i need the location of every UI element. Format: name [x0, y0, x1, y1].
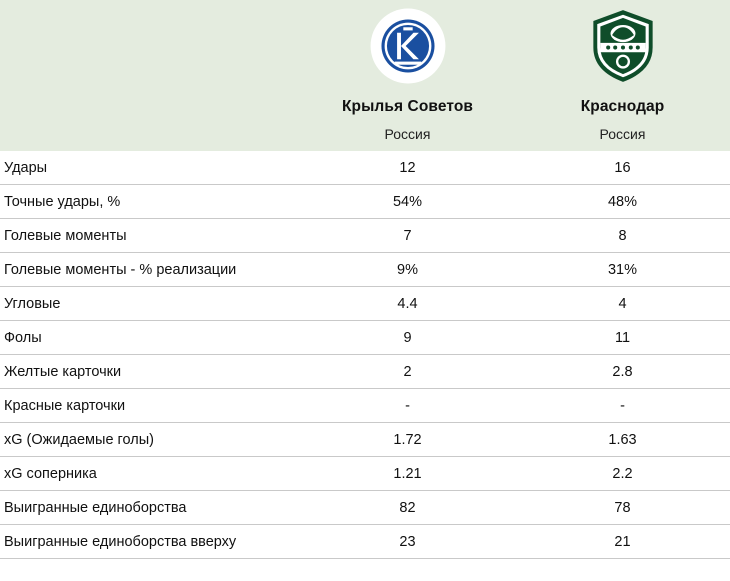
row-value-away: 1.63 [515, 423, 730, 457]
row-value-away: - [515, 389, 730, 423]
row-metric-label: Точные удары, % [0, 185, 300, 219]
row-metric-label: Удары [0, 151, 300, 185]
row-metric-label: Голевые моменты [0, 219, 300, 253]
row-metric-label: xG (Ожидаемые голы) [0, 423, 300, 457]
row-value-away: 4 [515, 287, 730, 321]
row-value-away: 2.8 [515, 355, 730, 389]
row-value-away: 21 [515, 525, 730, 559]
row-value-home: 9% [300, 253, 515, 287]
row-value-away: 48% [515, 185, 730, 219]
row-metric-label: Фолы [0, 321, 300, 355]
table-row [0, 355, 730, 389]
team-country-away: Россия [599, 126, 646, 142]
row-value-home: 1.21 [300, 457, 515, 491]
row-metric-label: Угловые [0, 287, 300, 321]
row-metric-label: xG соперника [0, 457, 300, 491]
team-country-home: Россия [384, 126, 431, 142]
table-row [0, 423, 730, 457]
row-value-home: 9 [300, 321, 515, 355]
table-header-row [0, 0, 730, 151]
krylia-sovetov-crest-icon [369, 7, 447, 85]
team-name-home: Крылья Советов [341, 98, 474, 115]
row-value-home: 4.4 [300, 287, 515, 321]
krasnodar-crest-icon [584, 7, 662, 85]
row-value-home: 2 [300, 355, 515, 389]
row-metric-label: Выигранные единоборства [0, 491, 300, 525]
row-value-home: 12 [300, 151, 515, 185]
crest-away-wrapper [515, 0, 730, 92]
row-metric-label: Голевые моменты - % реализации [0, 253, 300, 287]
row-metric-label: Красные карточки [0, 389, 300, 423]
row-value-home: 82 [300, 491, 515, 525]
row-value-away: 2.2 [515, 457, 730, 491]
table-row [0, 321, 730, 355]
table-row [0, 253, 730, 287]
row-metric-label: Желтые карточки [0, 355, 300, 389]
row-value-home: 23 [300, 525, 515, 559]
row-value-away: 8 [515, 219, 730, 253]
table-row [0, 287, 730, 321]
team-name-away: Краснодар [580, 98, 665, 115]
table-row [0, 151, 730, 185]
header-team-away [515, 0, 730, 151]
table-row [0, 219, 730, 253]
row-value-home: - [300, 389, 515, 423]
row-value-away: 31% [515, 253, 730, 287]
row-value-home: 7 [300, 219, 515, 253]
header-team-home [300, 0, 515, 151]
row-value-away: 78 [515, 491, 730, 525]
row-metric-label: Выигранные единоборства вверху [0, 525, 300, 559]
row-value-away: 11 [515, 321, 730, 355]
crest-home-wrapper [300, 0, 515, 92]
table-row [0, 185, 730, 219]
header-empty-cell [0, 0, 300, 151]
row-value-home: 54% [300, 185, 515, 219]
table-row [0, 389, 730, 423]
table-row [0, 457, 730, 491]
table-row [0, 491, 730, 525]
row-value-home: 1.72 [300, 423, 515, 457]
table-row [0, 525, 730, 559]
row-value-away: 16 [515, 151, 730, 185]
